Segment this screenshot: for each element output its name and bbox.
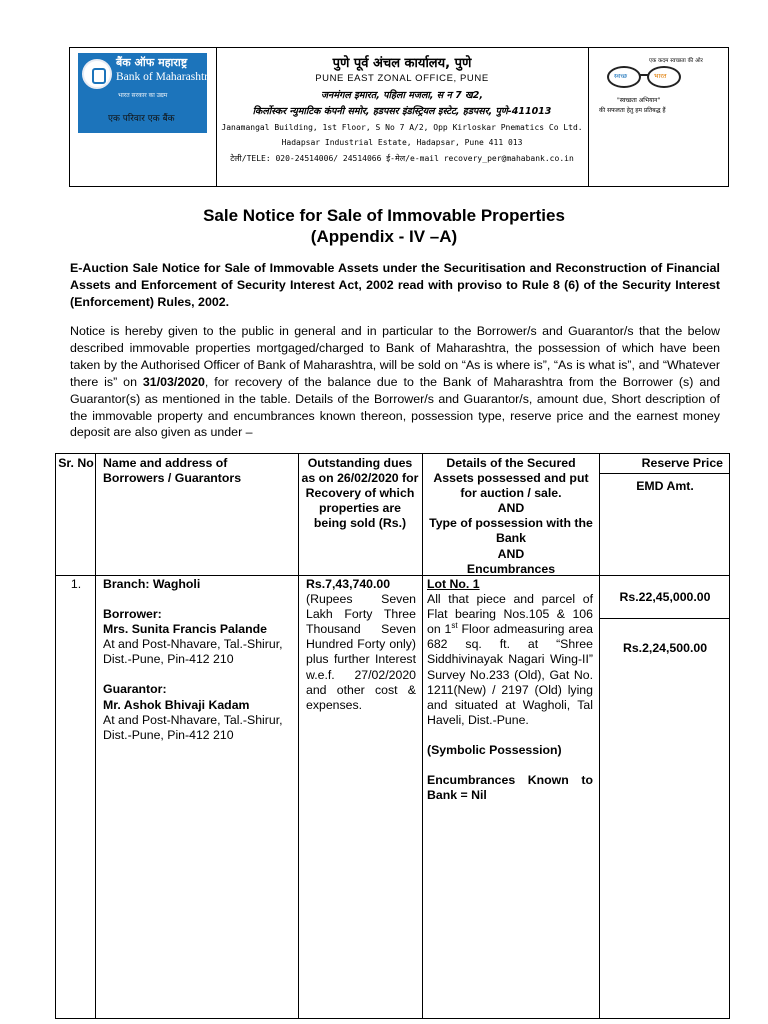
table-header-divider	[56, 575, 729, 576]
bank-name-hindi: बैंक ऑफ महाराष्ट्र	[116, 56, 188, 69]
header-name: Name and address of Borrowers / Guarantors	[103, 456, 242, 486]
table-col-divider	[298, 454, 299, 1018]
header-sr-no: Sr. No	[58, 456, 94, 470]
bharat-word: भारत	[654, 72, 667, 80]
notice-title: Sale Notice for Sale of Immovable Properties	[203, 206, 565, 225]
emd-amount-value: Rs.2,24,500.00	[622, 641, 708, 655]
lot-number: Lot No. 1	[427, 577, 480, 591]
auction-table	[55, 453, 730, 1019]
notice-paragraph	[70, 323, 720, 441]
swachh-slogan-line2: की सफलता हेतु हम प्रतिबद्ध हैं	[599, 107, 666, 114]
header-details	[426, 456, 596, 577]
header-emd: EMD Amt.	[636, 479, 694, 493]
table-col-divider	[95, 454, 96, 1018]
letterhead	[69, 47, 729, 187]
header-reserve-price: Reserve Price	[641, 456, 723, 470]
bank-tagline: एक परिवार एक बैंक	[108, 114, 175, 124]
contact-line: टेली/TELE: 020-24514006/ 24514066 ई-मेल/e-mail recovery_per@mahabank.co.in	[230, 154, 574, 163]
row-outstanding-cell	[306, 577, 416, 713]
swachh-word: स्वच्छ	[614, 72, 628, 80]
row-borrower-cell	[103, 577, 293, 743]
header-outstanding: Outstanding dues as on 26/02/2020 for Recovery of which properties are being sold (Rs.)	[301, 456, 419, 531]
reserve-price-value: Rs.22,45,000.00	[619, 590, 711, 604]
reserve-header-divider	[600, 473, 729, 474]
reserve-row-divider	[600, 618, 729, 619]
header-details-and2: AND	[497, 546, 525, 561]
office-name-english: PUNE EAST ZONAL OFFICE, PUNE	[315, 73, 489, 84]
possession-type: (Symbolic Possession)	[427, 742, 562, 757]
header-details-and1: AND	[497, 501, 525, 516]
row-asset-cell	[427, 577, 593, 803]
branch-name: Branch: Wagholi	[103, 577, 201, 591]
address-hindi-line1: जनमंगल इमारत, पहिला मजला, स न 7 ख2,	[321, 90, 483, 101]
notice-text-part1: Notice is hereby given to the public in general and in particular to the Borrower/s and Guarantor/s that the below described immovable properties mortgaged/charged to Bank of Maharashtra, the possession of which have been taken by the Authorised Officer of Bank of Maharashtra, will be sold on “As is where is”, “As is what is”, and “Whatever there is” on	[70, 324, 720, 389]
table-col-divider	[422, 454, 423, 1018]
row-sr-no: 1.	[70, 577, 82, 591]
bank-subline: भारत सरकार का उद्यम	[118, 92, 168, 99]
asset-description-part2: Floor admeasuring area 682 sq. ft. at “Shree Siddhivinayak Nagari Wing-II” Survey No.233 (Old), Gat No. 1211(New) / 2197 (Old) lying and situated at Wagholi, Tal Haveli, Dist.-Pune.	[427, 622, 593, 727]
borrower-address: At and Post-Nhavare, Tal.-Shirur, Dist.-Pune, Pin-412 210	[103, 637, 283, 667]
address-hindi-line2: किर्लोस्कर न्युमाटिक कंपनी समोर, हडपसर इंडस्ट्रियल इस्टेट, हडपसर, पुणे-411013	[252, 106, 552, 117]
outstanding-amount-words: (Rupees Seven Lakh Forty Three Thousand Seven Hundred Forty only) plus further Interest w.e.f. 27/02/2020 and other cost & expenses.	[306, 592, 416, 712]
guarantor-name: Mr. Ashok Bhivaji Kadam	[103, 697, 250, 712]
header-details-line3: Encumbrances	[466, 561, 556, 576]
bank-emblem-icon	[82, 59, 112, 89]
borrower-label: Borrower:	[103, 607, 162, 622]
header-details-line1: Details of the Secured Assets possessed and put for auction / sale.	[433, 456, 589, 501]
guarantor-label: Guarantor:	[103, 682, 167, 697]
letterhead-logo-cell	[70, 48, 217, 186]
guarantor-address: At and Post-Nhavare, Tal.-Shirur, Dist.-Pune, Pin-412 210	[103, 712, 283, 742]
intro-paragraph: E-Auction Sale Notice for Sale of Immovable Assets under the Securitisation and Reconstruction of Financial Assets and Enforcement of Security Interest Act, 2002 read with proviso to Rule 8 (6) of the Security Interest (Enforcement) Rules, 2002.	[70, 261, 720, 309]
asset-description	[427, 592, 593, 728]
auction-date: 31/03/2020	[142, 374, 205, 389]
asset-description-part1: All that piece and parcel of Flat bearing Nos.105 & 106 on 1	[427, 592, 593, 637]
bank-name-english: Bank of Maharashtra	[116, 71, 214, 83]
swachh-slogan-line1: "स्वच्छता अभियान"	[617, 97, 661, 104]
letterhead-address-cell	[217, 48, 587, 186]
address-english-line1: Janamangal Building, 1st Floor, S No 7 A/2, Opp Kirloskar Pnematics Co Ltd.	[221, 123, 583, 132]
notice-subtitle: (Appendix - IV –A)	[310, 227, 458, 246]
header-details-line2: Type of possession with the Bank	[429, 516, 593, 546]
table-col-divider	[599, 454, 600, 1018]
outstanding-amount: Rs.7,43,740.00	[306, 577, 391, 591]
borrower-name: Mrs. Sunita Francis Palande	[103, 622, 268, 637]
address-english-line2: Hadapsar Industrial Estate, Hadapsar, Pune 411 013	[281, 138, 523, 147]
office-name-hindi: पुणे पूर्व अंचल कार्यालय, पुणे	[332, 56, 472, 71]
letterhead-swachh-cell	[588, 48, 729, 186]
swachh-top-text: एक कदम स्वच्छता की ओर	[649, 58, 703, 64]
asset-description-superscript: st	[451, 621, 458, 631]
bank-logo	[78, 53, 214, 133]
notice-text-part2: , for recovery of the balance due to the Bank of Maharashtra from the Borrower (s) and Guarantor(s) as mentioned in the table. Details of the Borrower/s and Guarantor/s, amount due, Short description of the immovable property and encumbrances known thereon, possession type, reserve price and the earnest money deposit are also given as under –	[70, 374, 720, 440]
encumbrances: Encumbrances Known to Bank = Nil	[427, 773, 593, 803]
